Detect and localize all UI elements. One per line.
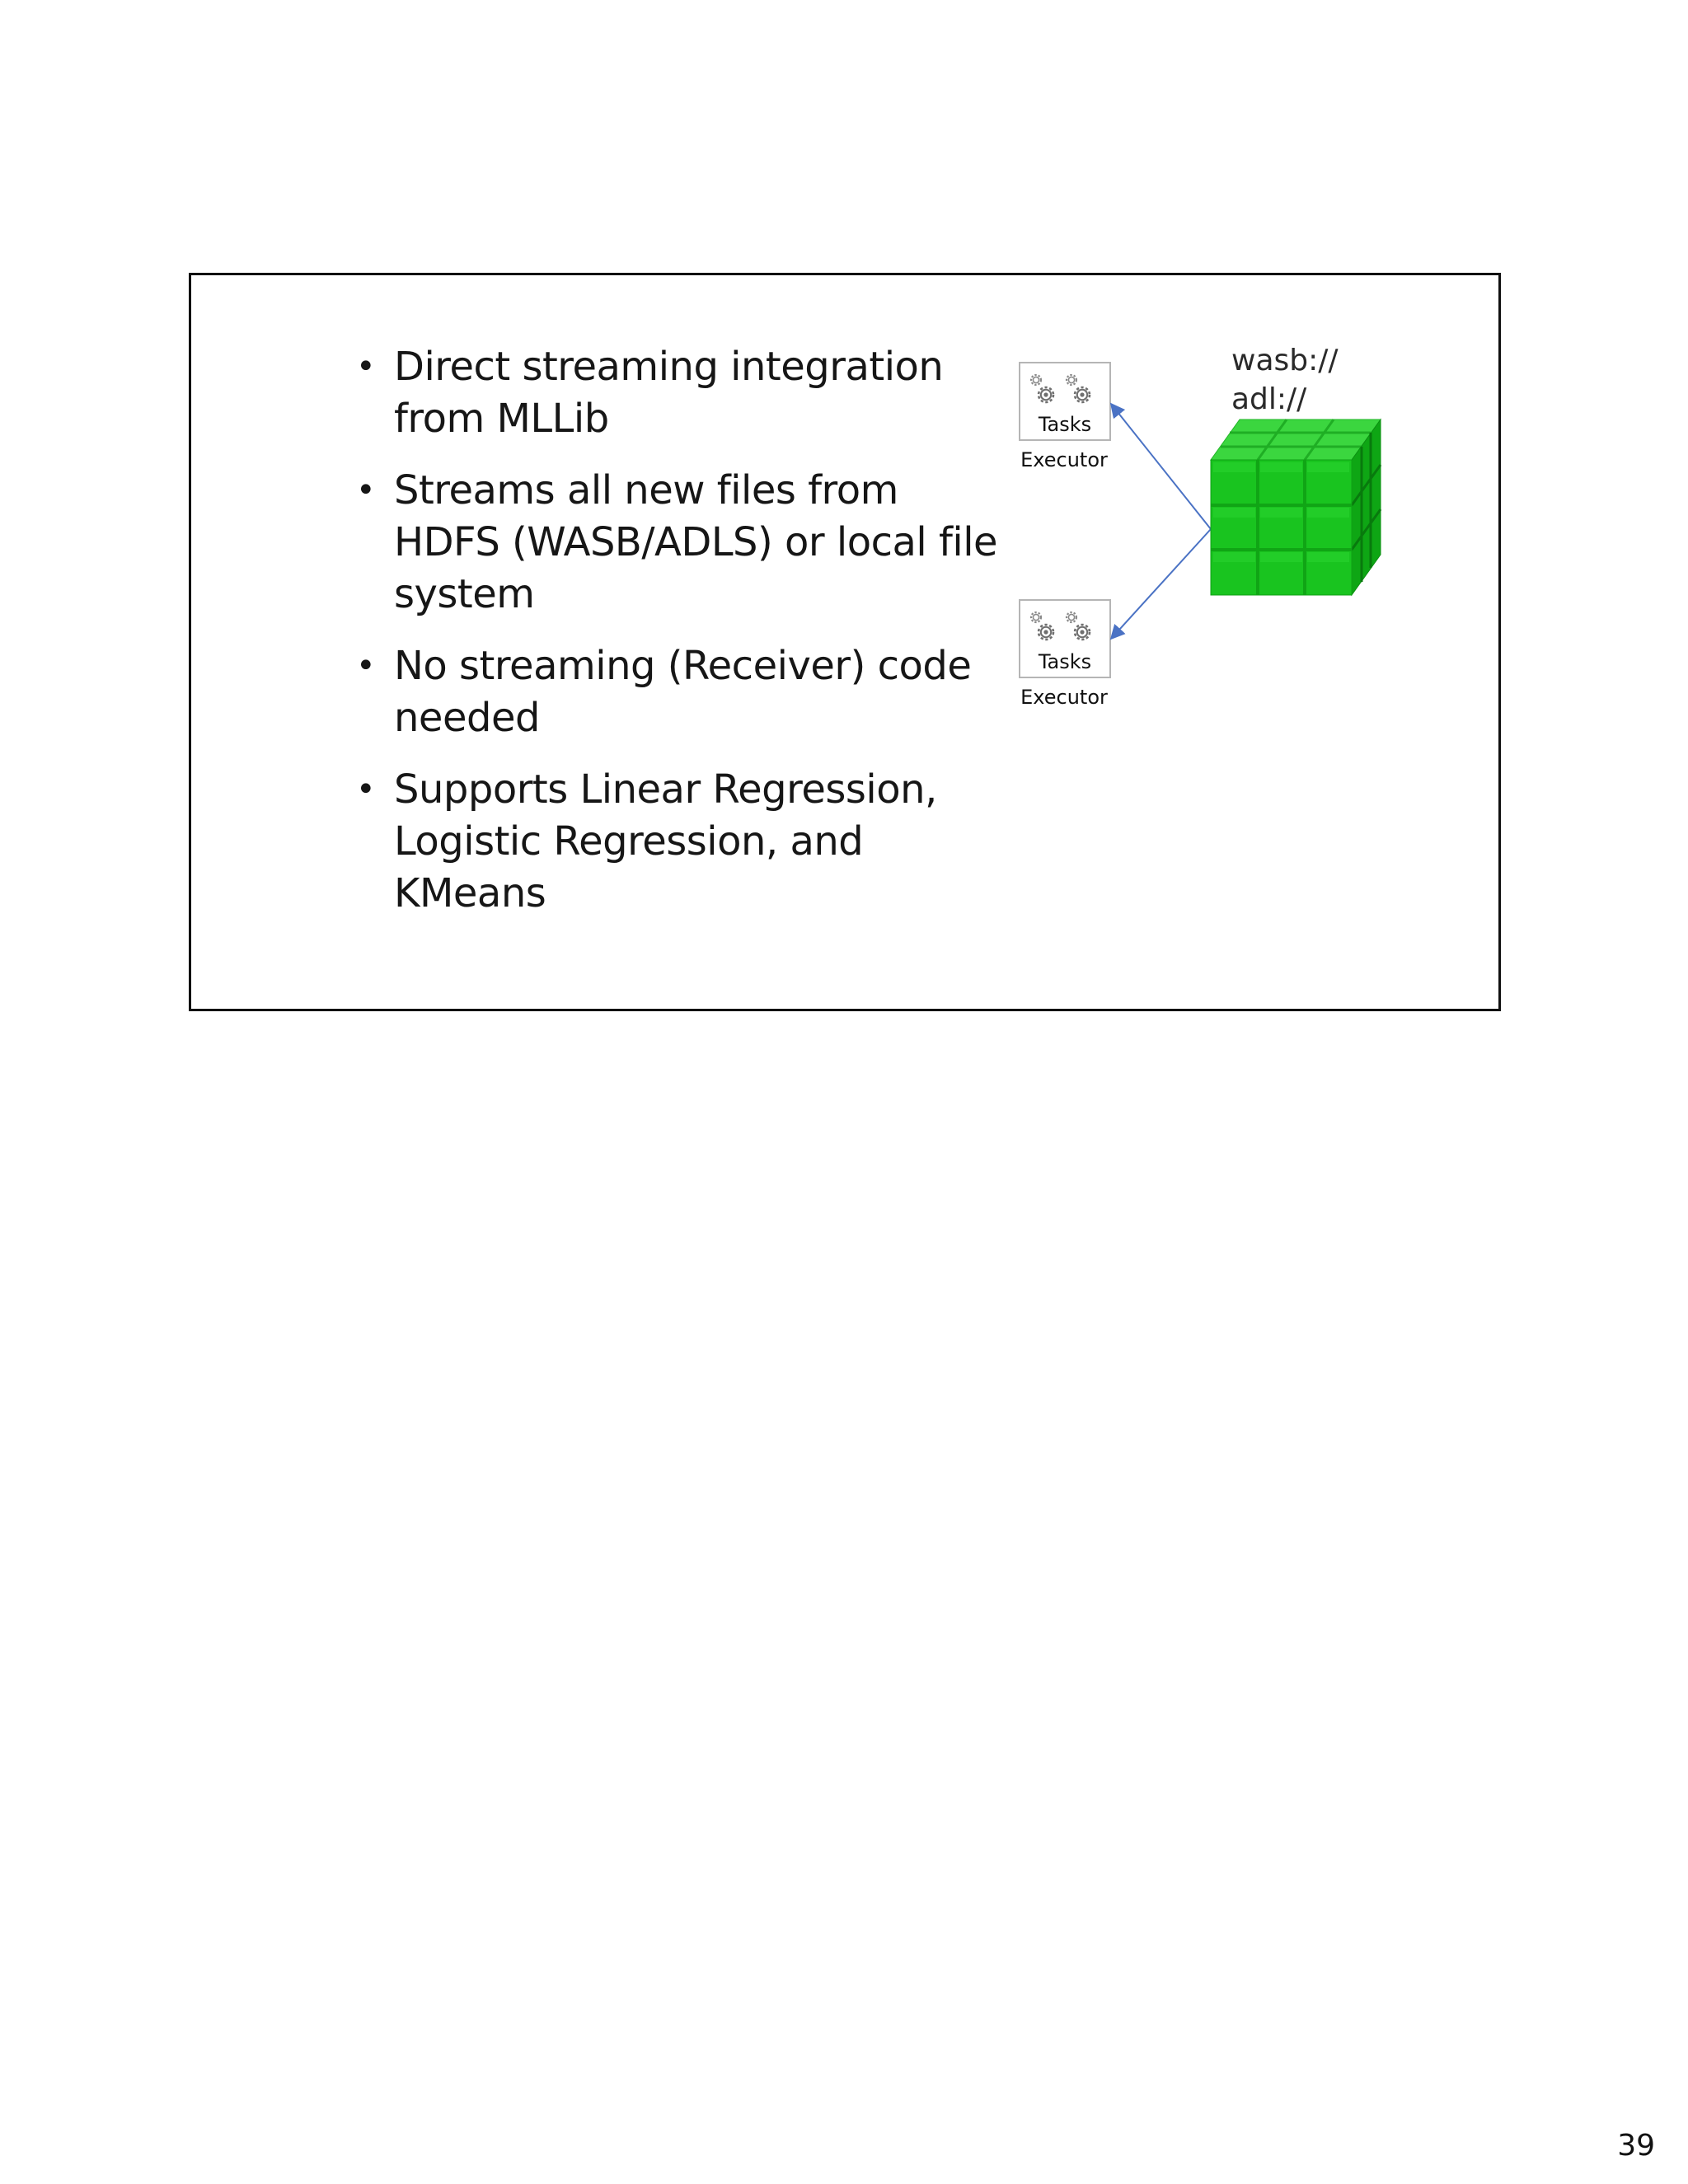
bullet-symbol: • (356, 471, 376, 509)
architecture-diagram (191, 275, 1503, 1014)
arrow-to-executor-2 (1111, 529, 1211, 639)
bullet-symbol: • (356, 771, 376, 808)
executor-caption: Executor (1020, 448, 1108, 471)
storage-label-adl: adl:// (1231, 382, 1307, 416)
bullet-symbol: • (356, 348, 376, 386)
page-number: 39 (1617, 2129, 1655, 2163)
bullet-text: No streaming (Receiver) code needed (394, 643, 972, 741)
executor-tasks-label: Tasks (1038, 650, 1092, 673)
executor-box (1020, 363, 1110, 440)
bullet-text: Streams all new files from HDFS (WASB/ADLS) or local file system (394, 467, 998, 617)
slide-frame (189, 273, 1501, 1011)
bullet-text: Direct streaming integration from MLLib (394, 344, 944, 442)
executor-caption: Executor (1020, 686, 1108, 709)
bullet-text: Supports Linear Regression, Logistic Regression, and KMeans (394, 766, 937, 916)
executor-box (1020, 600, 1110, 677)
green-cube-storage-icon (1211, 419, 1381, 595)
arrow-to-executor-1 (1111, 404, 1211, 529)
executor-tasks-label: Tasks (1038, 413, 1092, 436)
storage-label-wasb: wasb:// (1231, 344, 1339, 377)
bullet-symbol: • (356, 647, 376, 685)
